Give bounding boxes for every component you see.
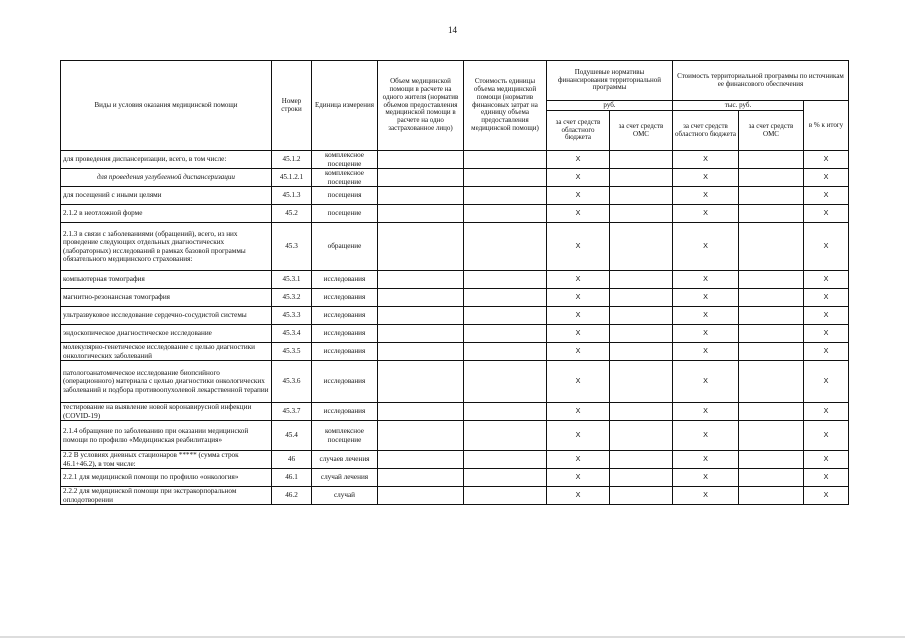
header-unit-cost: Стоимость единицы объема медицинской помощи (норматив финансовых затрат на единицу объема предоставления медицинской помощи) xyxy=(464,61,547,151)
row-percent: X xyxy=(804,487,849,505)
row-cost-oms xyxy=(739,289,804,307)
row-code: 45.1.2 xyxy=(272,151,312,169)
row-code: 45.3.5 xyxy=(272,343,312,361)
row-unit: исследования xyxy=(312,361,378,403)
row-percent: X xyxy=(804,187,849,205)
row-unit-cost xyxy=(464,343,547,361)
row-unit: комплексное посещение xyxy=(312,151,378,169)
row-norm-oms xyxy=(610,487,673,505)
row-unit-cost xyxy=(464,421,547,451)
table-row xyxy=(61,187,849,205)
header-unit: Единица измерения xyxy=(312,61,378,151)
row-name: для посещений с иными целями xyxy=(61,187,272,205)
row-norm-regional: X xyxy=(547,151,610,169)
row-percent: X xyxy=(804,271,849,289)
row-code: 45.3 xyxy=(272,223,312,271)
row-norm-regional: X xyxy=(547,271,610,289)
row-cost-oms xyxy=(739,421,804,451)
row-name: для проведения углубленной диспансеризации xyxy=(61,169,272,187)
row-percent: X xyxy=(804,421,849,451)
row-cost-oms xyxy=(739,451,804,469)
row-cost-oms xyxy=(739,343,804,361)
row-unit: случай xyxy=(312,487,378,505)
row-code: 45.3.3 xyxy=(272,307,312,325)
row-unit-cost xyxy=(464,187,547,205)
row-code: 45.3.7 xyxy=(272,403,312,421)
row-unit-cost xyxy=(464,487,547,505)
row-percent: X xyxy=(804,451,849,469)
page-number: 14 xyxy=(448,25,457,35)
row-cost-oms xyxy=(739,271,804,289)
row-unit-cost xyxy=(464,271,547,289)
table-row xyxy=(61,421,849,451)
row-cost-oms xyxy=(739,487,804,505)
row-percent: X xyxy=(804,343,849,361)
row-unit-cost xyxy=(464,451,547,469)
row-norm-oms xyxy=(610,325,673,343)
row-volume xyxy=(378,487,464,505)
row-volume xyxy=(378,271,464,289)
row-norm-regional: X xyxy=(547,169,610,187)
header-row-number: Номер строки xyxy=(272,61,312,151)
row-volume xyxy=(378,451,464,469)
row-percent: X xyxy=(804,307,849,325)
row-name: 2.1.4 обращение по заболеванию при оказании медицинской помощи по профилю «Медицинская реабилитация» xyxy=(61,421,272,451)
row-norm-oms xyxy=(610,469,673,487)
row-cost-regional: X xyxy=(673,451,739,469)
row-unit-cost xyxy=(464,151,547,169)
row-unit: обращение xyxy=(312,223,378,271)
header-norms-rub: руб. xyxy=(547,101,673,111)
table-row xyxy=(61,271,849,289)
header-cost-thous-rub: тыс. руб. xyxy=(673,101,804,111)
row-unit: посещения xyxy=(312,187,378,205)
row-cost-regional: X xyxy=(673,487,739,505)
row-name: 2.2 В условиях дневных стационаров ***** (сумма строк 46.1+46.2), в том числе: xyxy=(61,451,272,469)
row-volume xyxy=(378,403,464,421)
row-name: 2.1.3 в связи с заболеваниями (обращений), всего, из них проведение следующих отдельных диагностических (лабораторных) исследований в рамках базовой программы обязательного медицинского страхования: xyxy=(61,223,272,271)
header-cost-regional-budget: за счет средств областного бюджета xyxy=(673,111,739,151)
row-norm-oms xyxy=(610,187,673,205)
row-code: 45.2 xyxy=(272,205,312,223)
row-name: тестирование на выявление новой коронавирусной инфекции (COVID-19) xyxy=(61,403,272,421)
row-volume xyxy=(378,187,464,205)
row-unit: исследования xyxy=(312,403,378,421)
row-name: компьютерная томография xyxy=(61,271,272,289)
scan-edge xyxy=(0,636,905,638)
row-norm-oms xyxy=(610,151,673,169)
row-norm-oms xyxy=(610,289,673,307)
row-norm-oms xyxy=(610,421,673,451)
row-cost-oms xyxy=(739,151,804,169)
header-percent-total: в % к итогу xyxy=(804,101,849,151)
row-percent: X xyxy=(804,205,849,223)
row-unit-cost xyxy=(464,469,547,487)
row-code: 45.3.6 xyxy=(272,361,312,403)
row-norm-regional: X xyxy=(547,343,610,361)
row-cost-oms xyxy=(739,361,804,403)
row-norm-oms xyxy=(610,271,673,289)
row-cost-regional: X xyxy=(673,205,739,223)
row-norm-regional: X xyxy=(547,289,610,307)
row-unit: исследования xyxy=(312,307,378,325)
row-norm-oms xyxy=(610,169,673,187)
row-unit: посещение xyxy=(312,205,378,223)
row-cost-oms xyxy=(739,307,804,325)
row-percent: X xyxy=(804,169,849,187)
row-name: ультразвуковое исследование сердечно-сосудистой системы xyxy=(61,307,272,325)
row-cost-oms xyxy=(739,223,804,271)
row-code: 45.3.4 xyxy=(272,325,312,343)
row-volume xyxy=(378,421,464,451)
row-unit: исследования xyxy=(312,343,378,361)
row-cost-regional: X xyxy=(673,421,739,451)
table-row xyxy=(61,151,849,169)
row-volume xyxy=(378,343,464,361)
row-unit-cost xyxy=(464,169,547,187)
row-cost-regional: X xyxy=(673,469,739,487)
row-percent: X xyxy=(804,151,849,169)
financing-table xyxy=(60,60,849,505)
row-name: 2.2.2 для медицинской помощи при экстракорпоральном оплодотворении xyxy=(61,487,272,505)
row-code: 45.1.3 xyxy=(272,187,312,205)
row-volume xyxy=(378,469,464,487)
header-cost-oms: за счет средств ОМС xyxy=(739,111,804,151)
row-name: молекулярно-генетическое исследование с целью диагностики онкологических заболеваний xyxy=(61,343,272,361)
row-unit-cost xyxy=(464,205,547,223)
table-row xyxy=(61,223,849,271)
table-row xyxy=(61,343,849,361)
row-unit-cost xyxy=(464,289,547,307)
header-norms-regional-budget: за счет средств областного бюджета xyxy=(547,111,610,151)
header-volume: Объем медицинской помощи в расчете на одного жителя (норматив объемов предоставления медицинской помощи в расчете на одно застрахованное лицо) xyxy=(378,61,464,151)
header-norms-oms: за счет средств ОМС xyxy=(610,111,673,151)
row-volume xyxy=(378,151,464,169)
table-row xyxy=(61,307,849,325)
table-body xyxy=(61,151,849,505)
row-unit: комплексное посещение xyxy=(312,421,378,451)
row-unit: исследования xyxy=(312,289,378,307)
row-unit: исследования xyxy=(312,325,378,343)
row-norm-regional: X xyxy=(547,325,610,343)
row-name: патологоанатомическое исследование биопсийного (операционного) материала с целью диагностики онкологических заболеваний и подбора противоопухолевой лекарственной терапии xyxy=(61,361,272,403)
row-cost-oms xyxy=(739,169,804,187)
row-cost-oms xyxy=(739,403,804,421)
row-norm-oms xyxy=(610,307,673,325)
row-cost-regional: X xyxy=(673,169,739,187)
row-cost-regional: X xyxy=(673,187,739,205)
row-cost-regional: X xyxy=(673,403,739,421)
table-row xyxy=(61,361,849,403)
table-row xyxy=(61,325,849,343)
table-row xyxy=(61,487,849,505)
row-unit-cost xyxy=(464,361,547,403)
row-norm-oms xyxy=(610,205,673,223)
row-volume xyxy=(378,223,464,271)
row-norm-regional: X xyxy=(547,487,610,505)
table-row xyxy=(61,289,849,307)
row-volume xyxy=(378,289,464,307)
table-row xyxy=(61,451,849,469)
row-norm-regional: X xyxy=(547,223,610,271)
row-norm-regional: X xyxy=(547,421,610,451)
header-per-capita-norms: Подушевые нормативы финансирования территориальной программы xyxy=(547,61,673,101)
row-code: 45.4 xyxy=(272,421,312,451)
row-name: эндоскопическое диагностическое исследование xyxy=(61,325,272,343)
row-cost-regional: X xyxy=(673,325,739,343)
row-volume xyxy=(378,307,464,325)
row-cost-oms xyxy=(739,325,804,343)
row-code: 46.1 xyxy=(272,469,312,487)
row-cost-oms xyxy=(739,469,804,487)
row-cost-regional: X xyxy=(673,361,739,403)
row-norm-regional: X xyxy=(547,361,610,403)
header-kind: Виды и условия оказания медицинской помощи xyxy=(61,61,272,151)
row-norm-oms xyxy=(610,361,673,403)
table-row xyxy=(61,403,849,421)
row-norm-regional: X xyxy=(547,469,610,487)
row-unit-cost xyxy=(464,223,547,271)
table-row xyxy=(61,469,849,487)
row-name: 2.2.1 для медицинской помощи по профилю «онкология» xyxy=(61,469,272,487)
header-program-cost: Стоимость территориальной программы по источникам ее финансового обеспечения xyxy=(673,61,849,101)
row-norm-oms xyxy=(610,223,673,271)
row-percent: X xyxy=(804,325,849,343)
row-code: 45.1.2.1 xyxy=(272,169,312,187)
row-percent: X xyxy=(804,289,849,307)
row-percent: X xyxy=(804,403,849,421)
row-cost-regional: X xyxy=(673,343,739,361)
row-name: 2.1.2 в неотложной форме xyxy=(61,205,272,223)
row-cost-regional: X xyxy=(673,307,739,325)
row-name: магнитно-резонансная томография xyxy=(61,289,272,307)
row-code: 46 xyxy=(272,451,312,469)
row-unit: комплексное посещение xyxy=(312,169,378,187)
row-unit: случаев лечения xyxy=(312,451,378,469)
row-cost-regional: X xyxy=(673,223,739,271)
table-row xyxy=(61,169,849,187)
row-cost-regional: X xyxy=(673,289,739,307)
row-norm-regional: X xyxy=(547,307,610,325)
row-percent: X xyxy=(804,223,849,271)
row-percent: X xyxy=(804,361,849,403)
row-cost-regional: X xyxy=(673,151,739,169)
row-volume xyxy=(378,361,464,403)
row-code: 45.3.1 xyxy=(272,271,312,289)
row-norm-oms xyxy=(610,343,673,361)
row-norm-regional: X xyxy=(547,187,610,205)
row-unit-cost xyxy=(464,325,547,343)
row-norm-regional: X xyxy=(547,451,610,469)
row-cost-oms xyxy=(739,205,804,223)
row-norm-regional: X xyxy=(547,403,610,421)
row-norm-oms xyxy=(610,451,673,469)
row-name: для проведения диспансеризации, всего, в том числе: xyxy=(61,151,272,169)
row-code: 45.3.2 xyxy=(272,289,312,307)
row-cost-regional: X xyxy=(673,271,739,289)
row-norm-oms xyxy=(610,403,673,421)
row-volume xyxy=(378,169,464,187)
row-cost-oms xyxy=(739,187,804,205)
row-unit: исследования xyxy=(312,271,378,289)
table-row xyxy=(61,205,849,223)
row-percent: X xyxy=(804,469,849,487)
row-volume xyxy=(378,325,464,343)
row-unit-cost xyxy=(464,307,547,325)
row-unit-cost xyxy=(464,403,547,421)
row-code: 46.2 xyxy=(272,487,312,505)
row-unit: случай лечения xyxy=(312,469,378,487)
row-norm-regional: X xyxy=(547,205,610,223)
row-volume xyxy=(378,205,464,223)
